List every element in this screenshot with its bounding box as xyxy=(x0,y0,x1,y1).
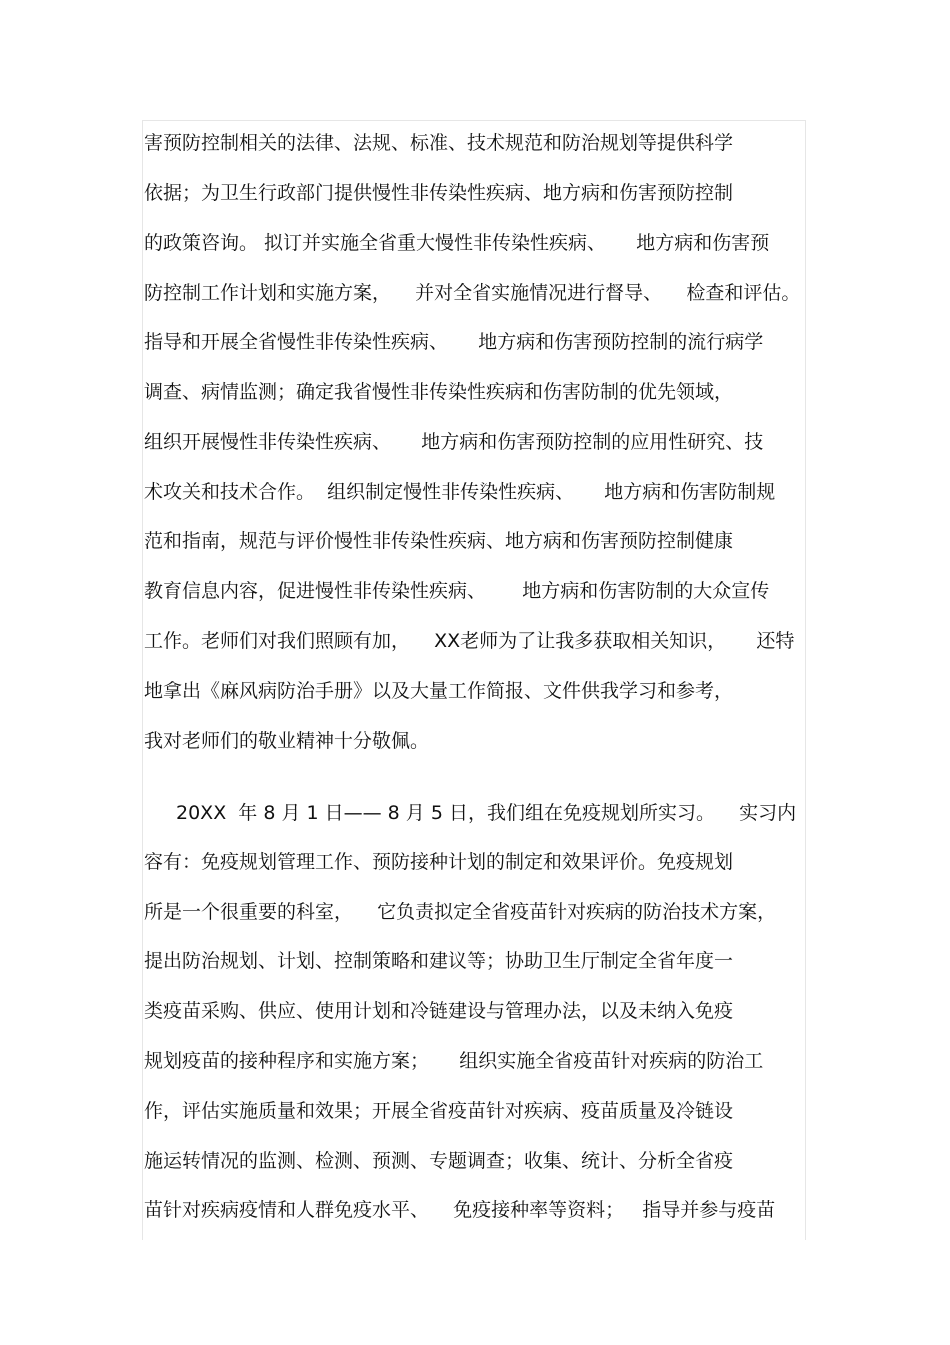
text-line: 教育信息内容，促进慢性非传染性疾病、 地方病和伤害防制的大众宣传 xyxy=(144,580,770,602)
text-line: 指导和开展全省慢性非传染性疾病、 地方病和伤害预防控制的流行病学 xyxy=(144,331,764,353)
text-line: 施运转情况的监测、检测、预测、专题调查；收集、统计、分析全省疫 xyxy=(144,1150,734,1172)
text-line: 我对老师们的敬业精神十分敬佩。 xyxy=(144,730,430,752)
text-line: 的政策咨询。 拟订并实施全省重大慢性非传染性疾病、 地方病和伤害预 xyxy=(144,232,770,254)
text-line: 所是一个很重要的科室， 它负责拟定全省疫苗针对疾病的防治技术方案， xyxy=(144,901,777,923)
text-line: 容有：免疫规划管理工作、预防接种计划的制定和效果评价。免疫规划 xyxy=(144,851,734,873)
text-line: 调查、病情监测；确定我省慢性非传染性疾病和伤害防制的优先领域， xyxy=(144,381,734,403)
text-line: 苗针对疾病疫情和人群免疫水平、 免疫接种率等资料； 指导并参与疫苗 xyxy=(144,1199,776,1221)
text-line: 提出防治规划、计划、控制策略和建议等；协助卫生厅制定全省年度一 xyxy=(144,950,734,972)
text-line: 组织开展慢性非传染性疾病、 地方病和伤害预防控制的应用性研究、技 xyxy=(144,431,764,453)
text-line: 地拿出《麻风病防治手册》以及大量工作简报、文件供我学习和参考， xyxy=(144,680,734,702)
text-line: 20XX 年 8 月 1 日—— 8 月 5 日，我们组在免疫规划所实习。 实习内 xyxy=(176,802,797,824)
text-line: 依据；为卫生行政部门提供慢性非传染性疾病、地方病和伤害预防控制 xyxy=(144,182,734,204)
text-line: 作，评估实施质量和效果；开展全省疫苗针对疾病、疫苗质量及冷链设 xyxy=(144,1100,734,1122)
text-line: 规划疫苗的接种程序和实施方案； 组织实施全省疫苗针对疾病的防治工 xyxy=(144,1050,764,1072)
text-line: 术攻关和技术合作。 组织制定慢性非传染性疾病、 地方病和伤害防制规 xyxy=(144,481,776,503)
text-line: 范和指南，规范与评价慢性非传染性疾病、地方病和伤害预防控制健康 xyxy=(144,530,734,552)
text-line: 防控制工作计划和实施方案， 并对全省实施情况进行督导、 检查和评估。 xyxy=(144,282,801,304)
text-line: 工作。老师们对我们照顾有加， XX老师为了让我多获取相关知识， 还特 xyxy=(144,630,795,652)
text-line: 类疫苗采购、供应、使用计划和冷链建设与管理办法，以及未纳入免疫 xyxy=(144,1000,734,1022)
text-line: 害预防控制相关的法律、法规、标准、技术规范和防治规划等提供科学 xyxy=(144,132,734,154)
